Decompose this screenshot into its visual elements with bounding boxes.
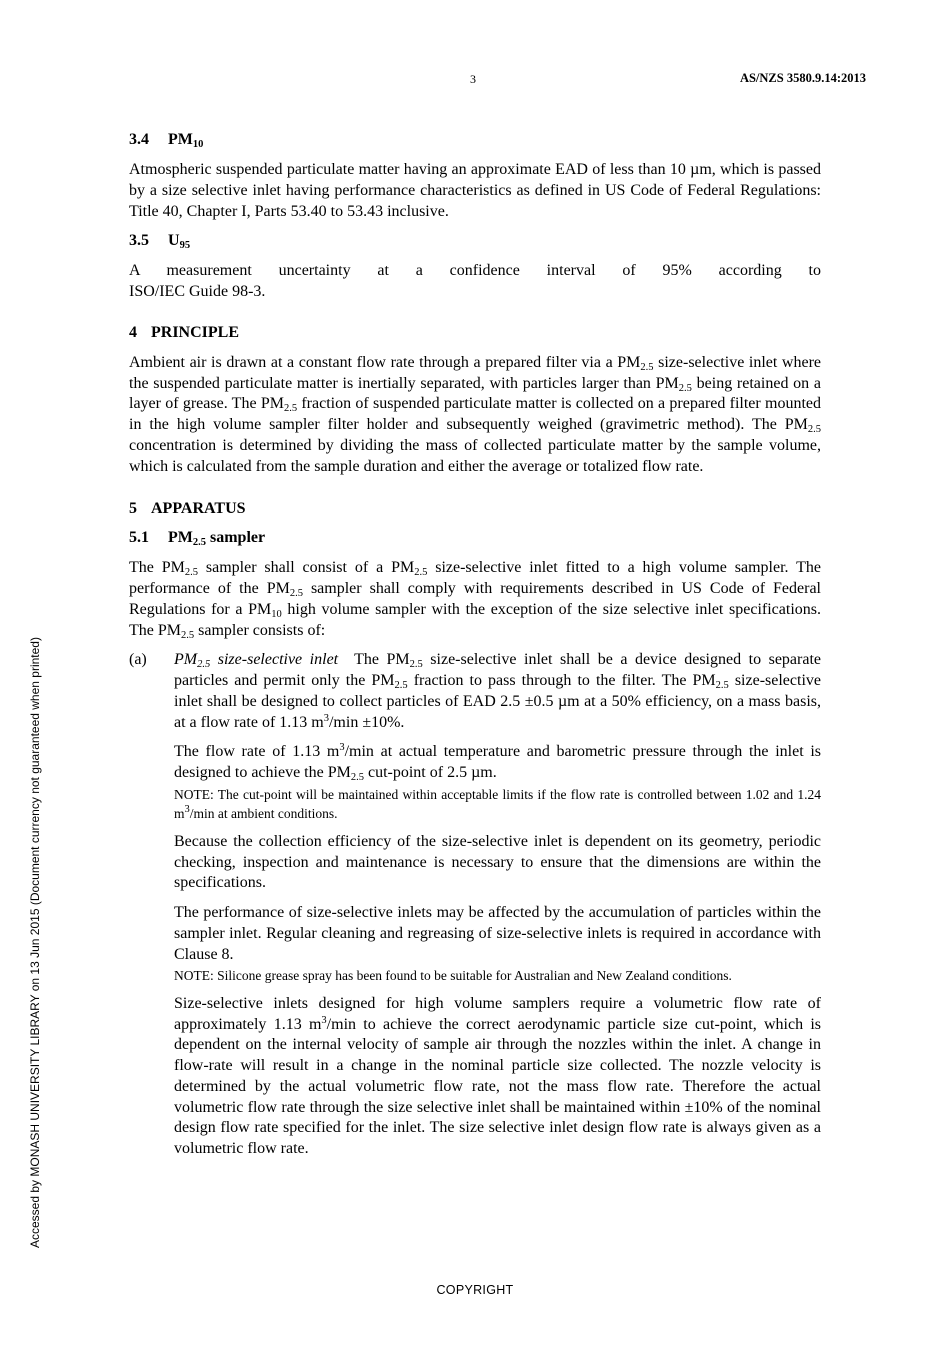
item-a-paragraph-2: The flow rate of 1.13 $m^3/\min$ at actual temperature and barometric pressure through the inlet is designed to achieve the $PM_{2.5}$ cut-point of 2.5 µm. <box>174 742 821 783</box>
document-body <box>129 130 821 1160</box>
item-a-paragraph-3: Because the collection efficiency of the size-selective inlet is dependent on its geometry, periodic checking, inspection and maintenance is necessary to ensure that the dimensions are within the specifications. <box>174 832 821 892</box>
heading-apparatus: 5 APPARATUS <box>129 500 246 518</box>
copyright-footer: COPYRIGHT <box>436 1283 514 1297</box>
heading-principle: 4 PRINCIPLE <box>129 323 240 341</box>
sampler-paragraph: The $PM_{2.5}$ sampler shall consist of a $PM_{2.5}$ size-selective inlet fitted to a high volume sampler. The performance of the $PM_{2.5}$ sampler shall comply with requirements described in US Code of Federal Regulations for a $PM_{10}$ high volume sampler with the exception of the size selective inlet specifications. The $PM_{2.5}$ sampler consists of: <box>129 559 822 641</box>
definition-u95: A measurement uncertainty at a confidence interval of 95% according to ISO/IEC Guide 98-3. <box>129 262 821 300</box>
heading-3-5: 3.5 $U_{95}$ <box>129 232 191 252</box>
note-silicone-grease: NOTE: Silicone grease spray has been found to be suitable for Australian and New Zealand conditions. <box>174 968 732 984</box>
item-a-paragraph-5: Size-selective inlets designed for high volume samplers require a volumetric flow rate of approximately 1.13 $m^3/\min$ to achieve the correct aerodynamic particle size cut-point, which is dependent on the internal velocity of sample air through the nozzles within the inlet. A change in flow-rate will result in a change in the nominal particle size collected. The nozzle velocity is determined by the actual volumetric flow rate, not the mass flow rate. Therefore the actual volumetric flow rate through the size selective inlet shall be maintained within ±10% of the nominal design flow rate specified for the inlet. The size selective inlet design flow rate is always given as a volumetric flow rate. <box>174 994 822 1157</box>
definition-pm10: Atmospheric suspended particulate matter having an approximate EAD of less than 10 µm, which is passed by a size selective inlet having performance characteristics as defined in US Code of Federal Regulations: Title 40, Chapter I, Parts 53.40 to 53.43 inclusive. <box>129 161 821 220</box>
heading-number: 3.4 <box>129 131 149 148</box>
access-watermark: Accessed by MONASH UNIVERSITY LIBRARY on 13 Jun 2015 (Document currency not guaranteed when printed) <box>28 637 42 1248</box>
list-item-a <box>129 650 821 1160</box>
page-number: 3 <box>470 72 476 86</box>
heading-3-4: 3.4 $PM_{10}$ <box>129 131 204 150</box>
list-label: (a) <box>129 651 147 669</box>
item-a-paragraph-1: $PM_{2.5}$ size-selective inlet The $PM_{2.5}$ size-selective inlet shall be a device designed to separate particles and permit only the $PM_{2.5}$ fraction to pass through to the filter. The $PM_{2.5}$ size-selective inlet shall be designed to collect particles of EAD 2.5 ±0.5 µm at a 50% efficiency, on a mass basis, at a flow rate of 1.13 $m^3/\min \pm 10\%$. <box>174 651 822 731</box>
standard-designation: AS/NZS 3580.9.14:2013 <box>739 71 866 85</box>
item-a-paragraph-4: The performance of size-selective inlets may be affected by the accumulation of particles within the sampler inlet. Regular cleaning and regreasing of size-selective inlets is required in accordance with Clause 8. <box>174 904 821 963</box>
principle-paragraph: Ambient air is drawn at a constant flow rate through a prepared filter via a $PM_{2.5}$ size-selective inlet where the suspended particulate matter is inertially separated, with particles larger than $PM_{2.5}$ being retained on a layer of grease. The $PM_{2.5}$ fraction of suspended particulate matter is collected on a prepared filter mounted in the high volume sampler filter holder and subsequently weighed (gravimetric method). The $PM_{2.5}$ concentration is determined by dividing the mass of collected particulate matter by the sample volume, which is calculated from the sample duration and either the average or totalized flow rate. <box>129 353 822 475</box>
note-cut-point: NOTE: The cut-point will be maintained within acceptable limits if the flow rate is controlled between 1.02 and 1.24 $m^3/\min$ at ambient conditions. <box>174 786 821 822</box>
heading-5-1: 5.1 $PM_{2.5}$ sampler <box>129 529 266 549</box>
